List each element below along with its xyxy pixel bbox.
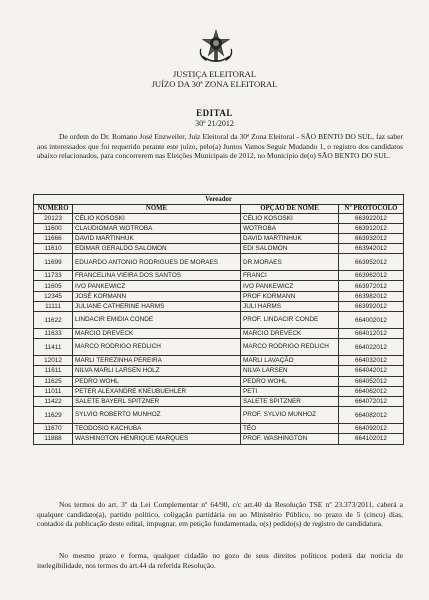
cell-protocol: 664002012 [339, 312, 404, 329]
cell-name-option: WOTROBA [241, 223, 339, 233]
cell-name: FRANCELINA VIEIRA DOS SANTOS [73, 271, 241, 281]
cell-protocol: 663922012 [339, 213, 404, 223]
cell-name: EDIMAR GERALDO SALOMON [73, 244, 241, 254]
cell-name-option: PROF KORMANN [241, 291, 339, 301]
court-name: JUSTIÇA ELEITORAL [172, 69, 257, 79]
table-caption: Vereador [34, 195, 404, 205]
cell-name: DAVID MARTINHUK [73, 233, 241, 243]
cell-protocol: 663912012 [339, 223, 404, 233]
cell-name-option: MARCO RODRIGO REDLICH [241, 339, 339, 356]
cell-protocol: 664102012 [339, 434, 404, 444]
cell-number: 11622 [34, 312, 73, 329]
table-row [34, 329, 404, 339]
column-header-name-option: OPÇÃO DE NOME [241, 205, 339, 214]
table-row [34, 244, 404, 254]
table-row [34, 233, 404, 243]
cell-number: 12345 [34, 291, 73, 301]
cell-name: PETER ALEXANDRE KNEUBUEHLER [73, 386, 241, 396]
table-row [34, 376, 404, 386]
cell-number: 20123 [34, 213, 73, 223]
cell-protocol: 663962012 [339, 271, 404, 281]
cell-protocol: 663972012 [339, 281, 404, 291]
cell-name-option: JULI HARMS [241, 301, 339, 311]
cell-name: TEODOSIO KACHUBA [73, 424, 241, 434]
cell-name: JOSÉ KORMANN [73, 291, 241, 301]
table-row [34, 254, 404, 271]
cell-number: 11011 [34, 386, 73, 396]
cell-protocol: 664022012 [339, 339, 404, 356]
cell-protocol: 663992012 [339, 301, 404, 311]
brazil-coat-of-arms-icon [197, 28, 235, 66]
cell-name-option: MARCIO DREVECK [241, 329, 339, 339]
table-row [34, 424, 404, 434]
cell-name-option: NILVA LARSEN [241, 366, 339, 376]
edital-number: 30º 21/2012 [195, 119, 234, 128]
cell-name-option: TÉO [241, 424, 339, 434]
cell-number: 11411 [34, 339, 73, 356]
cell-protocol: 664042012 [339, 366, 404, 376]
table-row [34, 434, 404, 444]
cell-protocol: 664082012 [339, 407, 404, 424]
cell-protocol: 663942012 [339, 244, 404, 254]
column-header-number: NÚMERO [34, 205, 73, 214]
table-row [34, 271, 404, 281]
cell-name-option: PROF. LINDACIR CONDE [241, 312, 339, 329]
table-row [34, 213, 404, 223]
cell-number: 11610 [34, 244, 73, 254]
cell-name: MARCO RODRIGO REDLICH [73, 339, 241, 356]
document-title: EDITAL [196, 108, 233, 118]
legal-notice-paragraph: Nos termos do art. 3º da Lei Complementar nº 64/90, c/c art.40 da Resolução TSE nº 23.373/2011, caberá a qualquer candidato(a), partido político, coligação partidária ou ao Ministério Público, no prazo de 5 (cinco) dias, contados da publicação deste edital, impugnar, em petição fundamentada, o(s) pedido(s) de registro de candidatura. [37, 500, 403, 529]
cell-number: 11625 [34, 376, 73, 386]
intro-paragraph: De ordem do Dr. Romano José Enzweiler, Juiz Eleitoral da 30ª Zona Eleitoral - SÃO BENTO DO SUL, faz saber aos interessados que foi requerido perante este juízo, pelo(a) Juntos Vamos Seguir Mudando 1, o registro dos candidatos abaixo relacionados, para concorrerem nas Eleições Municipais de 2012, no Município de(o) SÃO BENTO DO SUL. [37, 132, 403, 161]
cell-name-option: EDI SALOMON [241, 244, 339, 254]
cell-number: 11111 [34, 301, 73, 311]
cell-protocol: 664062012 [339, 386, 404, 396]
table-row [34, 301, 404, 311]
cell-number: 11670 [34, 424, 73, 434]
column-header-protocol: Nº PROTOCOLO [339, 205, 404, 214]
cell-number: 11600 [34, 223, 73, 233]
table-row [34, 281, 404, 291]
table-row [34, 223, 404, 233]
cell-protocol: 664012012 [339, 329, 404, 339]
cell-name-option: MARLI LAVAÇÃO [241, 356, 339, 366]
candidates-table [33, 194, 404, 445]
cell-name: WASHINGTON HENRIQUE MARQUES [73, 434, 241, 444]
cell-name: LINDACIR EMIDIA CONDE [73, 312, 241, 329]
cell-name-option: IVO PANKEWICZ [241, 281, 339, 291]
table-row [34, 356, 404, 366]
cell-protocol: 664092012 [339, 424, 404, 434]
cell-name: PEDRO WOHL [73, 376, 241, 386]
cell-protocol: 664052012 [339, 376, 404, 386]
table-row [34, 366, 404, 376]
table-row [34, 312, 404, 329]
cell-name: CÉLIO KOSOSKI [73, 213, 241, 223]
cell-name-option: SALETE SPITZNER [241, 396, 339, 406]
cell-number: 11605 [34, 281, 73, 291]
cell-name: EDUARDO ANTONIO RODRIGUES DE MORAES [73, 254, 241, 271]
cell-protocol: 663952012 [339, 254, 404, 271]
cell-name: SYLVIO ROBERTO MUNHOZ [73, 407, 241, 424]
cell-name-option: PROF. SYLVIO MUNHOZ [241, 407, 339, 424]
cell-number: 11888 [34, 434, 73, 444]
cell-number: 11699 [34, 254, 73, 271]
cell-number: 11611 [34, 366, 73, 376]
cell-number: 11633 [34, 329, 73, 339]
cell-name: MARLI TEREZINHA PEREIRA [73, 356, 241, 366]
table-row [34, 396, 404, 406]
cell-protocol: 664032012 [339, 356, 404, 366]
cell-name-option: DAVID MARTINHUK [241, 233, 339, 243]
cell-name-option: DR.MORAES [241, 254, 339, 271]
cell-name: NILVA MARLI LARSEN HOLZ [73, 366, 241, 376]
cell-number: 11422 [34, 396, 73, 406]
cell-protocol: 663932012 [339, 233, 404, 243]
citizen-notice-paragraph: No mesmo prazo e forma, qualquer cidadão no gozo de seus direitos políticos poderá dar notícia de inelegibilidade, nos termos do art.44 da referida Resolução. [37, 551, 403, 570]
cell-name: IVO PANKEWICZ [73, 281, 241, 291]
cell-number: 11733 [34, 271, 73, 281]
cell-protocol: 663982012 [339, 291, 404, 301]
court-zone: JUÍZO DA 30ª ZONA ELEITORAL [151, 79, 278, 89]
candidates-table-body [34, 213, 404, 444]
column-header-name: NOME [73, 205, 241, 214]
cell-protocol: 664072012 [339, 396, 404, 406]
cell-number: 12012 [34, 356, 73, 366]
cell-name: CLAUDIOMAR WOTROBA [73, 223, 241, 233]
cell-name: MARCIO DREVECK [73, 329, 241, 339]
cell-name: JULIANE CATHERINE HARMS [73, 301, 241, 311]
cell-name-option: PEDRO WOHL [241, 376, 339, 386]
cell-name: SALETE BAYERL SPITZNER [73, 396, 241, 406]
cell-number: 11629 [34, 407, 73, 424]
table-row [34, 407, 404, 424]
table-row [34, 339, 404, 356]
cell-name-option: PETI [241, 386, 339, 396]
table-row [34, 291, 404, 301]
cell-name-option: FRANCI [241, 271, 339, 281]
cell-name-option: CÉLIO KOSOSKI [241, 213, 339, 223]
cell-name-option: PROF. WASHINGTON [241, 434, 339, 444]
table-row [34, 386, 404, 396]
cell-number: 11666 [34, 233, 73, 243]
